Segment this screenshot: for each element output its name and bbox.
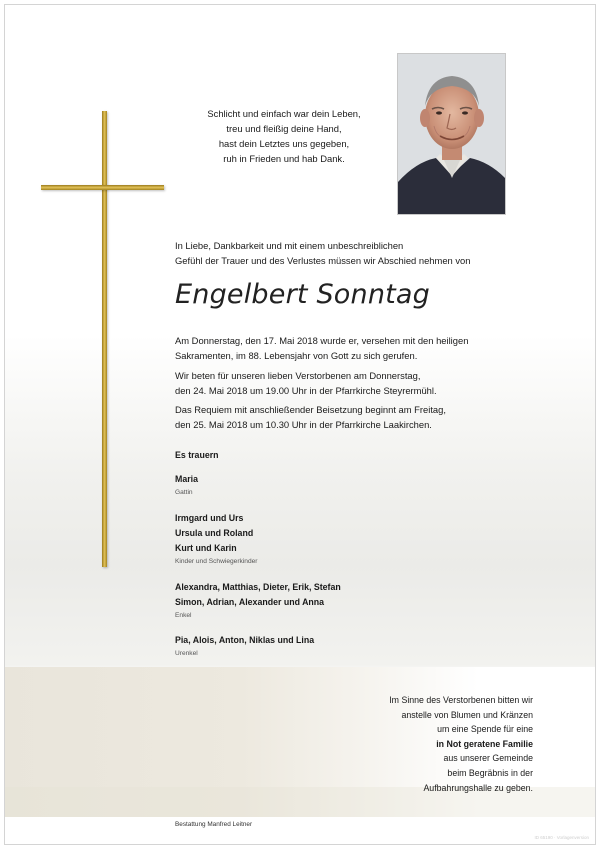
notice-line: Aufbahrungshalle zu geben. bbox=[423, 782, 533, 793]
cross-vertical-bar bbox=[102, 111, 107, 567]
intro-line: Gefühl der Trauer und des Verlustes müssen wir Abschied nehmen von bbox=[175, 255, 471, 266]
mourner-names: Kurt und Karin bbox=[175, 543, 237, 553]
paragraph-line: Am Donnerstag, den 17. Mai 2018 wurde er, versehen mit den heiligen bbox=[175, 335, 469, 346]
paragraph-line: Wir beten für unseren lieben Verstorbenen am Donnerstag, bbox=[175, 370, 421, 381]
intro-line: In Liebe, Dankbarkeit und mit einem unbeschreiblichen bbox=[175, 240, 404, 251]
cross-horizontal-bar bbox=[41, 185, 164, 190]
portrait-photo bbox=[397, 53, 506, 215]
mourner-group-children bbox=[175, 511, 475, 567]
paragraph-line: Sakramenten, im 88. Lebensjahr von Gott zu sich gerufen. bbox=[175, 350, 418, 361]
mourner-group-grandchildren bbox=[175, 580, 475, 621]
obituary-card bbox=[4, 4, 596, 845]
mourner-relation: Kinder und Schwiegerkinder bbox=[175, 558, 258, 565]
poem-line: ruh in Frieden und hab Dank. bbox=[223, 153, 345, 164]
mourner-names: Maria bbox=[175, 474, 198, 484]
memorial-poem bbox=[175, 106, 393, 166]
poem-line: Schlicht und einfach war dein Leben, bbox=[207, 108, 361, 119]
mourner-names: Irmgard und Urs bbox=[175, 513, 244, 523]
death-paragraph bbox=[175, 333, 565, 363]
prayer-paragraph bbox=[175, 368, 565, 398]
funeral-home-footer: Bestattung Manfred Leitner bbox=[175, 821, 253, 828]
mourner-names: Simon, Adrian, Alexander und Anna bbox=[175, 597, 325, 607]
mourner-names: Ursula und Roland bbox=[175, 528, 254, 538]
portrait-illustration bbox=[398, 54, 506, 215]
mourners-heading: Es trauern bbox=[175, 450, 219, 460]
notice-line: um eine Spende für eine bbox=[437, 724, 533, 735]
mourner-names: Pia, Alois, Anton, Niklas und Lina bbox=[175, 635, 315, 645]
poem-line: hast dein Letztes uns gegeben, bbox=[218, 138, 350, 149]
mourner-group-spouse bbox=[175, 472, 475, 498]
poem-line: treu und fleißig deine Hand, bbox=[226, 123, 342, 134]
paragraph-line: den 24. Mai 2018 um 19.00 Uhr in der Pfarrkirche Steyrermühl. bbox=[175, 385, 437, 396]
paragraph-line: den 25. Mai 2018 um 10.30 Uhr in der Pfarrkirche Laakirchen. bbox=[175, 419, 432, 430]
requiem-paragraph bbox=[175, 402, 565, 432]
mourner-relation: Enkel bbox=[175, 612, 192, 619]
donation-notice bbox=[313, 693, 533, 795]
mourner-names: Alexandra, Matthias, Dieter, Erik, Stefan bbox=[175, 582, 341, 592]
notice-line: Im Sinne des Verstorbenen bitten wir bbox=[389, 695, 533, 705]
mourner-relation: Gattin bbox=[175, 489, 193, 496]
notice-line: anstelle von Blumen und Kränzen bbox=[401, 709, 533, 720]
mourner-group-great-grandchildren bbox=[175, 633, 475, 659]
notice-line: aus unserer Gemeinde bbox=[443, 753, 533, 764]
notice-line-emphasis: in Not geratene Familie bbox=[436, 738, 533, 749]
notice-line: beim Begräbnis in der bbox=[447, 767, 533, 778]
watermark-text: ID 65190 · Vorlagenversion bbox=[534, 835, 589, 840]
deceased-name: Engelbert Sonntag bbox=[175, 279, 430, 310]
paragraph-line: Das Requiem mit anschließender Beisetzung beginnt am Freitag, bbox=[175, 404, 446, 415]
intro-text bbox=[175, 238, 555, 268]
mourner-relation: Urenkel bbox=[175, 650, 198, 657]
